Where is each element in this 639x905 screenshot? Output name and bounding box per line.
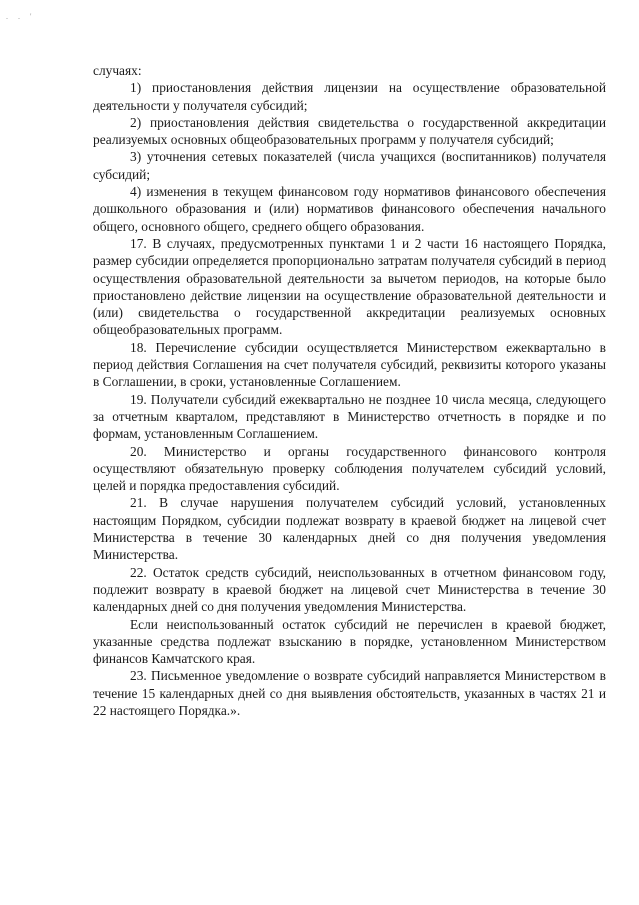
paragraph-20: 20. Министерство и органы государственного финансового контроля осуществляют обязательную проверку соблюдения получателем субсидий условий, целей и порядка предоставления субсидий. bbox=[93, 443, 606, 494]
paragraph-22: 22. Остаток средств субсидий, неиспользованных в отчетном финансовом году, подлежит возврату в краевой бюджет на лицевой счет Министерства в течение 30 календарных дней со дня получения уведомления Министерства. bbox=[93, 564, 606, 615]
paragraph-item-4: 4) изменения в текущем финансовом году нормативов финансового обеспечения дошкольного образования и (или) нормативов финансового обеспечения начального общего, основного общего, среднего общего образования. bbox=[93, 184, 606, 234]
paragraph-17: 17. В случаях, предусмотренных пунктами 1 и 2 части 16 настоящего Порядка, размер субсидии определяется пропорционально затратам получателя субсидий в период осуществления образовательной деятельности за вычетом периодов, на которые было приостановлено действие лицензии на осуществление образовательной деятельности и (или) свидетельства о государственной аккредитации реализуемых основных общеобразовательных программ. bbox=[93, 235, 606, 338]
document-body bbox=[93, 62, 606, 719]
paragraph-item-2: 2) приостановления действия свидетельства о государственной аккредитации реализуемых основных общеобразовательных программ у получателя субсидий; bbox=[93, 114, 606, 148]
paragraph-23: 23. Письменное уведомление о возврате субсидий направляется Министерством в течение 15 календарных дней со дня выявления обстоятельств, указанных в частях 21 и 22 настоящего Порядка.». bbox=[93, 668, 606, 718]
scan-mark: . . ' bbox=[6, 12, 36, 21]
paragraph-continuation: случаях: bbox=[93, 63, 142, 78]
paragraph-18: 18. Перечисление субсидии осуществляется Министерством ежеквартально в период действия Соглашения на счет получателя субсидий, реквизиты которого указаны в Соглашении, в сроки, установленные Соглашением. bbox=[93, 339, 606, 390]
paragraph-19: 19. Получатели субсидий ежеквартально не позднее 10 числа месяца, следующего за отчетным кварталом, представляют в Министерство отчетность в порядке и по формам, установленным Соглашением. bbox=[93, 391, 606, 442]
paragraph-item-3: 3) уточнения сетевых показателей (числа учащихся (воспитанников) получателя субсидий; bbox=[93, 149, 606, 182]
paragraph-22-continued: Если неиспользованный остаток субсидий не перечислен в краевой бюджет, указанные средства подлежат взысканию в порядке, установленном Министерством финансов Камчатского края. bbox=[93, 616, 606, 667]
paragraph-21: 21. В случае нарушения получателем субсидий условий, установленных настоящим Порядком, субсидии подлежат возврату в краевой бюджет на лицевой счет Министерства в течение 30 календарных дней со дня получения уведомления Министерства. bbox=[93, 495, 606, 563]
paragraph-item-1: 1) приостановления действия лицензии на осуществление образовательной деятельности у получателя субсидий; bbox=[93, 80, 606, 113]
